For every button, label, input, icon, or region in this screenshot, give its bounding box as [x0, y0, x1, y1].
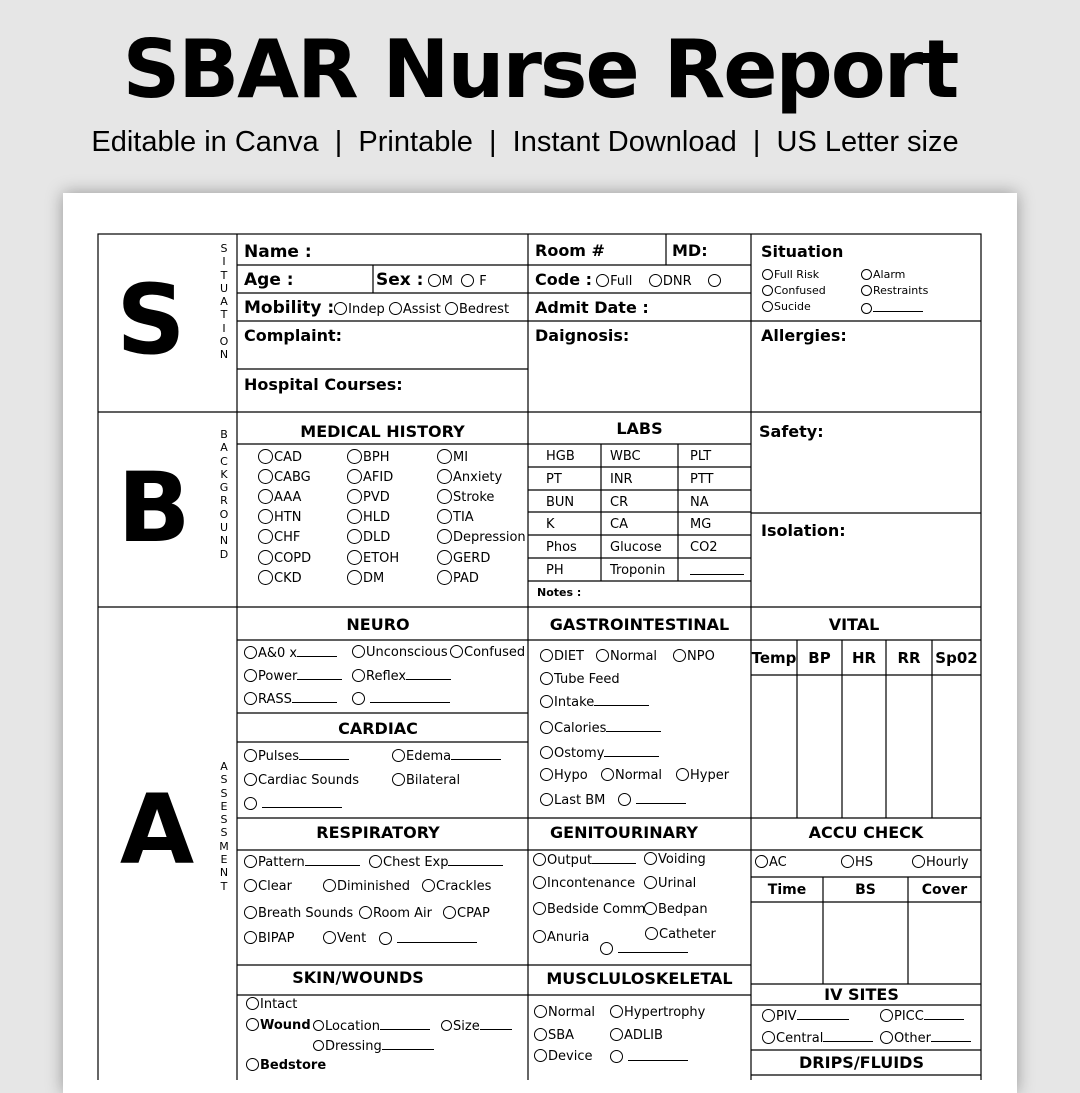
- history-option-afid[interactable]: [347, 470, 393, 486]
- room-label: Room #: [535, 241, 605, 260]
- neuro-confused-label: Confused: [464, 645, 526, 660]
- gi-calories-label: Calories: [554, 721, 607, 736]
- history-option-bph[interactable]: [347, 450, 390, 466]
- lab-plt: PLT: [690, 449, 712, 464]
- accu-hourly-label: Hourly: [926, 855, 969, 870]
- skin-location-label: Location: [325, 1019, 380, 1034]
- complaint-label: Complaint:: [244, 326, 343, 345]
- vital-col-rr: RR: [897, 649, 921, 667]
- history-label: Anxiety: [453, 470, 503, 486]
- history-label: DLD: [363, 530, 391, 546]
- resp-other-option[interactable]: [379, 931, 477, 948]
- history-option-gerd[interactable]: [437, 551, 490, 567]
- neuro-ao-label: A&0 x: [258, 646, 298, 661]
- respiratory-title: RESPIRATORY: [316, 823, 440, 842]
- history-radio[interactable]: [437, 489, 452, 504]
- lab-ph: PH: [546, 563, 564, 578]
- lab-co2: CO2: [690, 540, 718, 556]
- msk-normal-label: Normal: [548, 1005, 596, 1020]
- resp-bipap-option[interactable]: [244, 931, 295, 947]
- history-radio[interactable]: [347, 489, 362, 504]
- history-radio[interactable]: [347, 550, 362, 565]
- accu-title: ACCU CHECK: [808, 823, 924, 842]
- skin-bedstore-option[interactable]: [246, 1058, 326, 1074]
- history-label: CHF: [274, 530, 301, 546]
- skin-size-option[interactable]: [441, 1018, 512, 1035]
- gu-bedpan-option[interactable]: [644, 902, 708, 918]
- history-radio[interactable]: [258, 489, 273, 504]
- lab-ca: CA: [610, 517, 628, 533]
- iv-other-option[interactable]: [880, 1030, 971, 1047]
- isolation-label: Isolation:: [761, 521, 846, 540]
- gu-voiding-label: Voiding: [658, 852, 706, 867]
- confused-label: Confused: [774, 284, 826, 297]
- mobility-label: Mobility :: [244, 298, 335, 318]
- lab-bun: BUN: [546, 494, 575, 510]
- gi-ostomy-option[interactable]: [540, 745, 659, 762]
- accu-col-time: Time: [767, 882, 807, 898]
- history-label: DM: [363, 570, 385, 586]
- medical-history-title: MEDICAL HISTORY: [300, 422, 465, 441]
- lab-cr: CR: [610, 494, 629, 510]
- resp-pattern-option[interactable]: [244, 854, 360, 871]
- vital-col-temp: Temp: [751, 649, 797, 667]
- history-option-dld[interactable]: [347, 530, 390, 546]
- history-option-copd[interactable]: [258, 551, 311, 567]
- neuro-title: NEURO: [346, 615, 410, 634]
- drips-title: DRIPS/FLUIDS: [799, 1053, 924, 1072]
- code-dnr-radio[interactable]: [649, 274, 662, 287]
- gu-incontenance-option[interactable]: [533, 876, 635, 892]
- history-radio[interactable]: [347, 509, 362, 524]
- sex-m-label: M: [441, 274, 453, 289]
- msk-adlib-label: ADLIB: [624, 1028, 663, 1043]
- history-label: CAD: [274, 450, 302, 465]
- accu-hs-label: HS: [855, 855, 874, 870]
- vital-col-sp02: Sp02: [935, 649, 978, 667]
- history-radio[interactable]: [437, 509, 452, 524]
- sex-m-radio[interactable]: [428, 274, 441, 287]
- history-option-dm[interactable]: [347, 571, 384, 587]
- hospital-courses-label: Hospital Courses:: [244, 375, 403, 394]
- msk-normal-option[interactable]: [534, 1005, 595, 1021]
- neuro-unconscious-option[interactable]: [352, 645, 448, 661]
- skin-intact-label: Intact: [260, 997, 298, 1012]
- resp-chest-label: Chest Exp: [383, 855, 449, 870]
- gu-urinal-label: Urinal: [658, 876, 697, 891]
- neuro-unconscious-label: Unconscious: [366, 645, 448, 660]
- cardiac-edema-label: Edema: [406, 749, 452, 764]
- section-a-letter: A: [119, 774, 195, 886]
- msk-device-label: Device: [548, 1049, 593, 1064]
- code-full-radio[interactable]: [596, 274, 609, 287]
- gi-normal-option[interactable]: [596, 649, 657, 665]
- sex-f-label: F: [479, 274, 487, 289]
- history-label: AAA: [274, 490, 302, 506]
- history-radio[interactable]: [437, 449, 452, 464]
- mobility-bedrest-radio[interactable]: [445, 302, 458, 315]
- cardiac-edema-option[interactable]: [392, 748, 501, 765]
- msk-other-option[interactable]: [610, 1049, 688, 1066]
- restraints-label: Restraints: [873, 284, 929, 297]
- skin-wound-option[interactable]: [246, 1018, 311, 1034]
- skin-wound-label: Wound: [260, 1018, 311, 1033]
- iv-picc-label: PICC: [894, 1009, 924, 1024]
- history-label: MI: [453, 450, 469, 465]
- resp-breath-option[interactable]: [244, 906, 353, 922]
- section-b-word: B A C K G R O U N D: [219, 428, 229, 561]
- msk-sba-label: SBA: [548, 1028, 575, 1043]
- accu-ac-label: AC: [769, 855, 787, 870]
- accu-hourly-option[interactable]: [912, 855, 969, 871]
- mobility-indep-radio[interactable]: [334, 302, 347, 315]
- gu-anuria-option[interactable]: [533, 930, 589, 946]
- resp-crackles-option[interactable]: [422, 879, 491, 895]
- md-label: MD:: [672, 241, 708, 260]
- code-label: Code :: [535, 270, 593, 289]
- iv-other-label: Other: [894, 1031, 931, 1046]
- accu-hs-option[interactable]: [841, 855, 873, 871]
- history-radio[interactable]: [437, 469, 452, 484]
- lab-ptt: PTT: [690, 471, 714, 487]
- gu-urinal-option[interactable]: [644, 876, 696, 892]
- vital-col-hr: HR: [851, 649, 877, 667]
- lab-troponin: Troponin: [610, 563, 666, 578]
- gi-ostomy-label: Ostomy: [554, 746, 605, 761]
- gi-intake-option[interactable]: [540, 694, 649, 711]
- accu-col-cover: Cover: [921, 882, 968, 898]
- msk-adlib-option[interactable]: [610, 1028, 663, 1044]
- gu-bedside-label: Bedside Comm: [547, 902, 646, 917]
- resp-diminished-label: Diminished: [337, 879, 411, 894]
- resp-room-air-label: Room Air: [373, 906, 433, 921]
- lab-glucose: Glucose: [610, 540, 662, 556]
- history-radio[interactable]: [258, 529, 273, 544]
- history-option-etoh[interactable]: [347, 551, 399, 567]
- gi-normal2-label: Normal: [615, 768, 663, 783]
- history-label: Depression: [453, 530, 526, 546]
- resp-bipap-label: BIPAP: [258, 931, 295, 946]
- cardiac-other-option[interactable]: [244, 796, 342, 813]
- history-label: PAD: [453, 570, 479, 586]
- gu-bedpan-label: Bedpan: [658, 902, 708, 917]
- history-label: HTN: [274, 510, 302, 526]
- skin-size-label: Size: [453, 1019, 480, 1034]
- history-label: HLD: [363, 510, 391, 526]
- history-option-htn[interactable]: [258, 510, 301, 526]
- section-a-word: A S S E S S M E N T: [219, 760, 229, 893]
- accu-ac-option[interactable]: [755, 855, 787, 871]
- skin-dressing-label: Dressing: [325, 1039, 382, 1054]
- confused-option[interactable]: [762, 284, 826, 298]
- history-label: TIA: [453, 510, 474, 526]
- neuro-power-option[interactable]: [244, 668, 342, 685]
- code-full-label: Full: [610, 274, 633, 289]
- gi-normal2-option[interactable]: [601, 768, 662, 784]
- page-subtitle: Editable in Canva | Printable | Instant Download | US Letter size: [91, 126, 959, 158]
- history-option-pvd[interactable]: [347, 490, 390, 506]
- msk-device-option[interactable]: [534, 1049, 592, 1065]
- history-radio[interactable]: [258, 570, 273, 585]
- lab-mg: MG: [690, 517, 712, 533]
- msk-sba-option[interactable]: [534, 1028, 574, 1044]
- gi-hypo-option[interactable]: [540, 768, 588, 784]
- lab-inr: INR: [610, 471, 633, 487]
- code-other-radio[interactable]: [708, 274, 721, 287]
- mobility-assist-label: Assist: [402, 302, 441, 317]
- history-option-anxiety[interactable]: [437, 470, 502, 486]
- page-title: SBAR Nurse Report: [122, 23, 958, 116]
- history-option-stroke[interactable]: [437, 490, 494, 506]
- neuro-ao-option[interactable]: [244, 645, 337, 662]
- sex-f-radio[interactable]: [461, 274, 474, 287]
- gi-hyper-label: Hyper: [690, 768, 730, 783]
- history-radio[interactable]: [258, 449, 273, 464]
- alarm-option[interactable]: [861, 268, 905, 282]
- history-radio[interactable]: [347, 449, 362, 464]
- gu-voiding-option[interactable]: [644, 852, 706, 868]
- resp-breath-label: Breath Sounds: [258, 906, 354, 921]
- skin-dressing-option[interactable]: [313, 1038, 434, 1055]
- code-dnr-label: DNR: [662, 274, 692, 289]
- skin-location-option[interactable]: [313, 1018, 430, 1035]
- section-s-word: S I T U A T I O N: [219, 242, 229, 362]
- restraints-option[interactable]: [861, 284, 928, 298]
- mobility-bedrest-label: Bedrest: [458, 302, 510, 317]
- history-radio[interactable]: [258, 509, 273, 524]
- history-option-mi[interactable]: [437, 450, 468, 466]
- iv-piv-option[interactable]: [762, 1008, 849, 1025]
- history-option-depression[interactable]: [437, 530, 526, 546]
- vital-col-bp: BP: [808, 649, 831, 667]
- admit-date-label: Admit Date :: [535, 298, 649, 317]
- gi-last-bm-option[interactable]: [540, 792, 686, 809]
- history-option-cad[interactable]: [258, 450, 302, 466]
- gu-bedside-option[interactable]: [533, 902, 645, 918]
- msk-hypertrophy-option[interactable]: [610, 1005, 705, 1021]
- vital-title: VITAL: [828, 615, 880, 634]
- resp-clear-option[interactable]: [244, 879, 292, 895]
- allergies-label: Allergies:: [761, 326, 847, 345]
- age-label: Age :: [244, 270, 294, 290]
- safety-label: Safety:: [759, 422, 824, 441]
- gi-diet-label: DIET: [554, 649, 584, 664]
- gi-hyper-option[interactable]: [676, 768, 729, 784]
- gi-npo-option[interactable]: [673, 649, 715, 665]
- history-option-ckd[interactable]: [258, 571, 302, 587]
- history-radio[interactable]: [347, 529, 362, 544]
- full-risk-option[interactable]: [762, 268, 819, 282]
- history-radio[interactable]: [437, 529, 452, 544]
- resp-chest-option[interactable]: [369, 854, 503, 871]
- lab-phos: Phos: [546, 540, 577, 556]
- history-label: Stroke: [453, 490, 495, 506]
- iv-title: IV SITES: [824, 985, 899, 1004]
- lab-pt: PT: [546, 471, 562, 487]
- accu-col-bs: BS: [855, 882, 876, 898]
- resp-room-air-option[interactable]: [359, 906, 432, 922]
- history-radio[interactable]: [347, 570, 362, 585]
- iv-picc-option[interactable]: [880, 1008, 964, 1025]
- history-radio[interactable]: [437, 550, 452, 565]
- skin-intact-option[interactable]: [246, 997, 297, 1013]
- cardiac-sounds-option[interactable]: [244, 773, 359, 789]
- neuro-rass-option[interactable]: [244, 691, 337, 708]
- gi-diet-option[interactable]: [540, 649, 584, 665]
- cardiac-pulses-label: Pulses: [258, 749, 300, 764]
- gu-title: GENITOURINARY: [550, 823, 698, 842]
- history-radio[interactable]: [437, 570, 452, 585]
- lab-blank-line[interactable]: [690, 574, 744, 575]
- neuro-power-label: Power: [258, 669, 298, 684]
- history-label: AFID: [363, 470, 394, 486]
- history-option-hld[interactable]: [347, 510, 390, 526]
- situation-other-option[interactable]: [861, 300, 923, 316]
- neuro-rass-label: RASS: [258, 692, 292, 707]
- notes-label: Notes :: [537, 586, 582, 599]
- gi-normal-label: Normal: [610, 649, 658, 664]
- msk-title: MUSCLULOSKELETAL: [546, 969, 733, 988]
- situation-title: Situation: [761, 242, 844, 261]
- full-risk-label: Full Risk: [774, 268, 820, 281]
- history-radio[interactable]: [347, 469, 362, 484]
- history-option-cabg[interactable]: [258, 470, 311, 486]
- history-option-tia[interactable]: [437, 510, 474, 526]
- skin-bedstore-label: Bedstore: [260, 1058, 327, 1073]
- history-label: PVD: [363, 490, 390, 506]
- alarm-label: Alarm: [873, 268, 906, 281]
- resp-diminished-option[interactable]: [323, 879, 410, 895]
- diagnosis-label: Daignosis:: [535, 326, 630, 345]
- resp-vent-label: Vent: [337, 931, 367, 946]
- cardiac-title: CARDIAC: [338, 719, 418, 738]
- resp-cpap-option[interactable]: [443, 906, 490, 922]
- history-label: ETOH: [363, 550, 400, 566]
- gi-calories-option[interactable]: [540, 720, 661, 737]
- lab-na: NA: [690, 494, 709, 510]
- history-option-pad[interactable]: [437, 571, 479, 587]
- history-radio[interactable]: [258, 550, 273, 565]
- cardiac-bilateral-option[interactable]: [392, 773, 460, 789]
- msk-hypertrophy-label: Hypertrophy: [624, 1005, 706, 1020]
- section-s-letter: S: [116, 264, 186, 376]
- cardiac-sounds-label: Cardiac Sounds: [258, 773, 359, 788]
- gi-title: GASTROINTESTINAL: [549, 615, 730, 634]
- gi-hypo-label: Hypo: [554, 768, 588, 783]
- history-label: COPD: [274, 550, 312, 566]
- history-label: CABG: [274, 470, 311, 486]
- gu-incontenance-label: Incontenance: [547, 876, 636, 891]
- skin-title: SKIN/WOUNDS: [292, 968, 424, 987]
- cardiac-bilateral-label: Bilateral: [406, 773, 461, 788]
- lab-hgb: HGB: [546, 449, 575, 464]
- history-option-aaa[interactable]: [258, 490, 301, 506]
- labs-title: LABS: [616, 419, 663, 438]
- resp-cpap-label: CPAP: [457, 906, 490, 921]
- iv-piv-label: PIV: [776, 1009, 797, 1024]
- code-field[interactable]: [535, 270, 722, 290]
- lab-k: K: [546, 517, 555, 533]
- resp-clear-label: Clear: [258, 879, 292, 894]
- sex-field[interactable]: [376, 270, 487, 290]
- mobility-field[interactable]: [244, 298, 509, 318]
- resp-pattern-label: Pattern: [258, 855, 305, 870]
- iv-central-option[interactable]: [762, 1030, 873, 1047]
- iv-central-label: Central: [776, 1031, 824, 1046]
- neuro-reflex-option[interactable]: [352, 668, 451, 685]
- resp-crackles-label: Crackles: [436, 879, 492, 894]
- gu-output-label: Output: [547, 853, 593, 868]
- name-label: Name :: [244, 242, 312, 262]
- gu-other-option[interactable]: [600, 941, 688, 958]
- neuro-confused-option[interactable]: [450, 645, 525, 661]
- neuro-other-option[interactable]: [352, 691, 450, 708]
- gi-intake-label: Intake: [554, 695, 595, 710]
- resp-vent-option[interactable]: [323, 931, 366, 947]
- mobility-assist-radio[interactable]: [389, 302, 402, 315]
- gu-anuria-label: Anuria: [547, 930, 590, 945]
- history-label: GERD: [453, 550, 491, 566]
- sucide-option[interactable]: [762, 300, 811, 314]
- gu-output-option[interactable]: [533, 852, 636, 869]
- gi-last-bm-label: Last BM: [554, 793, 606, 808]
- history-label: BPH: [363, 450, 390, 465]
- gi-tube-label: Tube Feed: [554, 672, 620, 687]
- sucide-label: Sucide: [774, 300, 811, 313]
- neuro-reflex-label: Reflex: [366, 669, 407, 684]
- sex-label: Sex :: [376, 270, 424, 290]
- gi-tube-option[interactable]: [540, 672, 620, 688]
- history-option-chf[interactable]: [258, 530, 300, 546]
- history-radio[interactable]: [258, 469, 273, 484]
- lab-wbc: WBC: [610, 449, 641, 464]
- cardiac-pulses-option[interactable]: [244, 748, 349, 765]
- gu-catheter-label: Catheter: [659, 927, 716, 942]
- section-b-letter: B: [117, 452, 191, 564]
- history-label: CKD: [274, 570, 302, 586]
- gi-npo-label: NPO: [687, 649, 715, 664]
- mobility-indep-label: Indep: [348, 302, 385, 317]
